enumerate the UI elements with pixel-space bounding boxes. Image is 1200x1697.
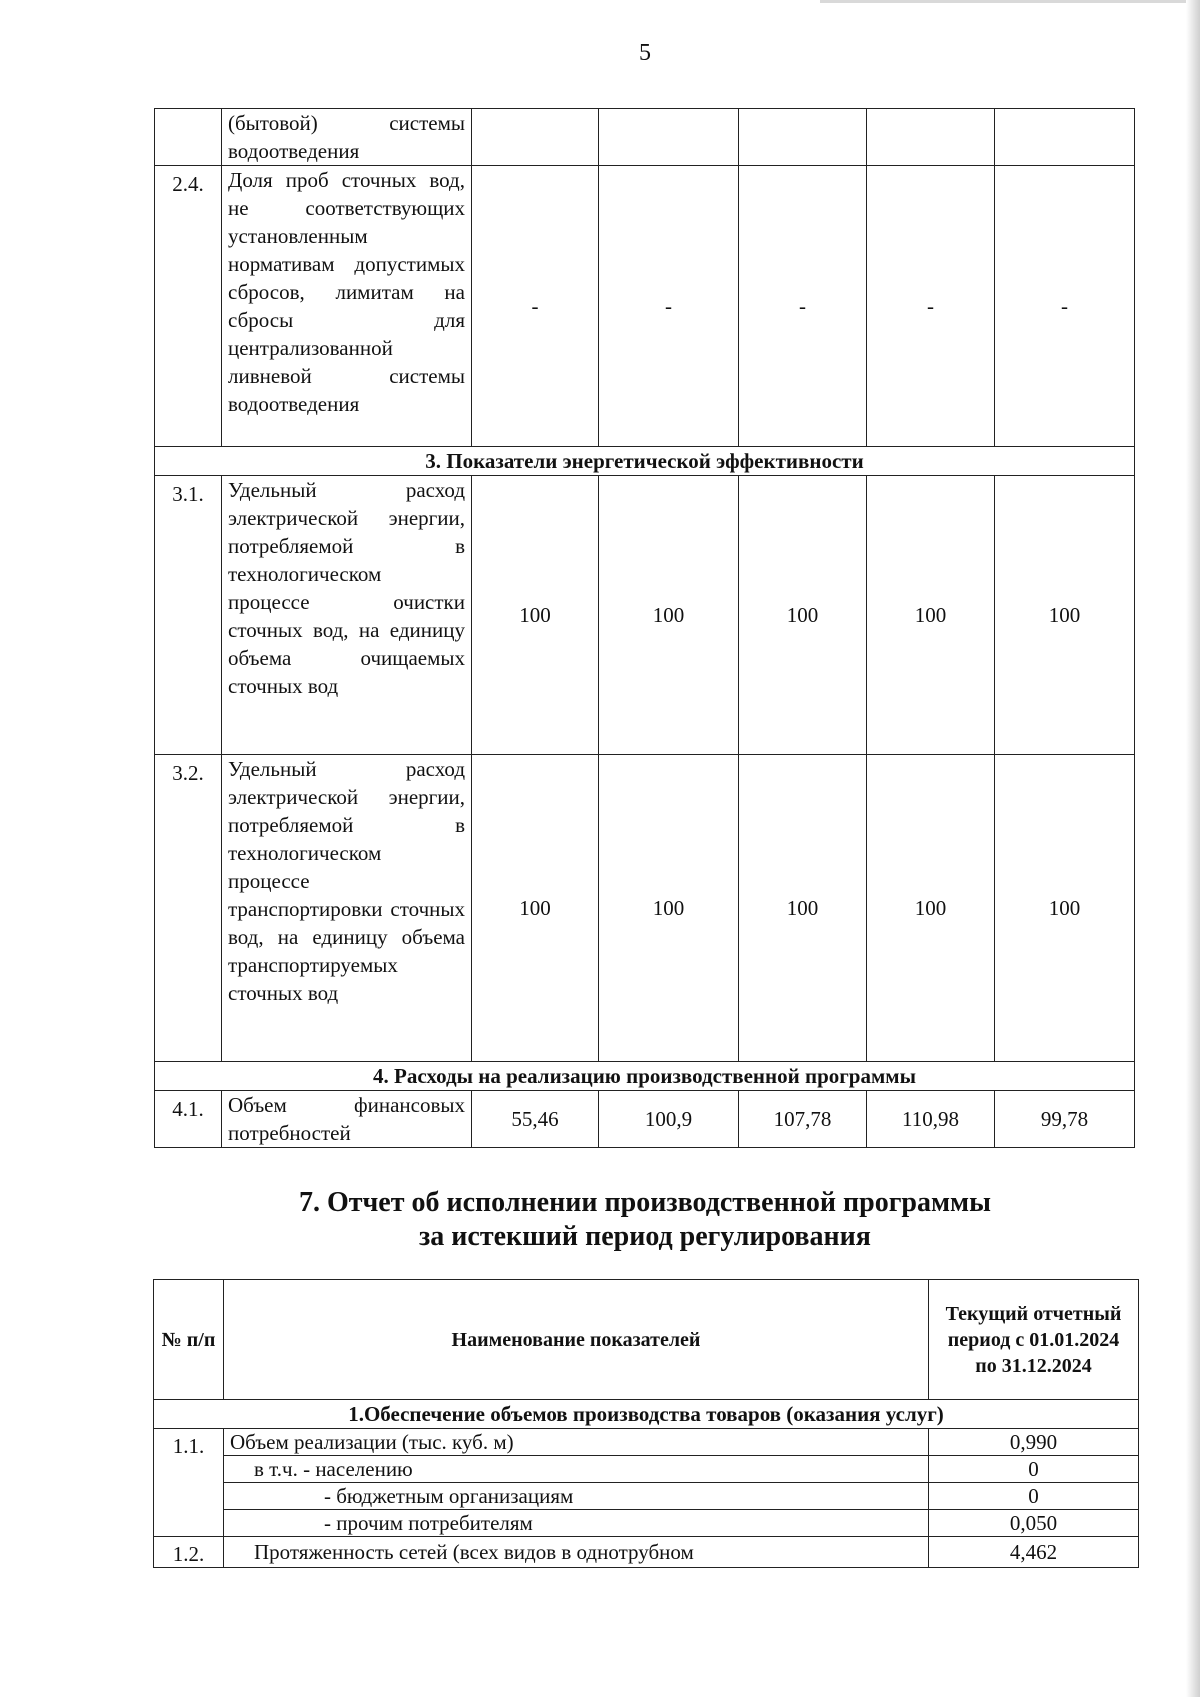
value-cell: - bbox=[867, 166, 995, 447]
table-row bbox=[154, 1537, 1139, 1568]
value-cell: 100 bbox=[599, 476, 739, 755]
section-heading: 4. Расходы на реализацию производственной программы bbox=[155, 1062, 1135, 1091]
row-num-cell: 4.1. bbox=[155, 1091, 222, 1148]
value-cell bbox=[867, 109, 995, 166]
row-name-cell: - прочим потребителям bbox=[224, 1510, 929, 1537]
row-value-cell: 0 bbox=[929, 1483, 1139, 1510]
row-num-cell bbox=[155, 109, 222, 166]
report-title bbox=[0, 1186, 1200, 1254]
report-title-line-1: 7. Отчет об исполнении производственной программы bbox=[298, 1187, 991, 1218]
value-cell: 100 bbox=[472, 755, 599, 1062]
value-cell: - bbox=[472, 166, 599, 447]
row-num-cell: 3.2. bbox=[155, 755, 222, 1062]
scan-edge-top bbox=[820, 0, 1200, 3]
row-value-cell: 4,462 bbox=[929, 1537, 1139, 1568]
value-cell: - bbox=[739, 166, 867, 447]
row-desc-cell: Удельный расход электрической энергии, потребляемой в технологическом процессе транспортировки сточных вод, на единицу объема транспортируемых сточных вод bbox=[222, 755, 472, 1062]
header-name: Наименование показателей bbox=[224, 1280, 929, 1400]
report-title-line-2: за истекший период регулирования bbox=[419, 1221, 871, 1252]
row-num-cell: 1.2. bbox=[154, 1537, 224, 1568]
value-cell: 55,46 bbox=[472, 1091, 599, 1148]
table-row bbox=[155, 166, 1135, 447]
page-number: 5 bbox=[639, 40, 651, 66]
row-num-cell: 2.4. bbox=[155, 166, 222, 447]
value-cell: 100,9 bbox=[599, 1091, 739, 1148]
header-row bbox=[154, 1280, 1139, 1400]
row-value-cell: 0 bbox=[929, 1456, 1139, 1483]
value-cell bbox=[739, 109, 867, 166]
indicators-table bbox=[154, 108, 1135, 1148]
value-cell: 100 bbox=[995, 476, 1135, 755]
value-cell: 107,78 bbox=[739, 1091, 867, 1148]
row-name-cell: в т.ч. - населению bbox=[224, 1456, 929, 1483]
section-row bbox=[155, 1062, 1135, 1091]
value-cell: 100 bbox=[739, 755, 867, 1062]
value-cell: 110,98 bbox=[867, 1091, 995, 1148]
report-table bbox=[153, 1279, 1139, 1568]
value-cell bbox=[995, 109, 1135, 166]
table-row bbox=[154, 1429, 1139, 1456]
table-row bbox=[154, 1456, 1139, 1483]
value-cell bbox=[472, 109, 599, 166]
row-value-cell: 0,050 bbox=[929, 1510, 1139, 1537]
value-cell: - bbox=[995, 166, 1135, 447]
value-cell: 100 bbox=[995, 755, 1135, 1062]
value-cell: 99,78 bbox=[995, 1091, 1135, 1148]
row-desc-cell: Доля проб сточных вод, не соответствующих установленным нормативам допустимых сбросов, лимитам на сбросы для централизованной ливневой системы водоотведения bbox=[222, 166, 472, 447]
table-row bbox=[155, 476, 1135, 755]
row-num-cell: 3.1. bbox=[155, 476, 222, 755]
section-heading: 3. Показатели энергетической эффективности bbox=[155, 447, 1135, 476]
header-num: № п/п bbox=[154, 1280, 224, 1400]
section-heading: 1.Обеспечение объемов производства товаров (оказания услуг) bbox=[154, 1400, 1139, 1429]
row-name-cell: Протяженность сетей (всех видов в однотрубном bbox=[224, 1537, 929, 1568]
table-row bbox=[154, 1510, 1139, 1537]
section-row bbox=[154, 1400, 1139, 1429]
value-cell: 100 bbox=[472, 476, 599, 755]
value-cell: 100 bbox=[867, 755, 995, 1062]
header-period: Текущий отчетный период с 01.01.2024 по 31.12.2024 bbox=[929, 1280, 1139, 1400]
section-row bbox=[155, 447, 1135, 476]
value-cell: 100 bbox=[867, 476, 995, 755]
value-cell: 100 bbox=[739, 476, 867, 755]
row-num-cell: 1.1. bbox=[154, 1429, 224, 1537]
row-name-cell: Объем реализации (тыс. куб. м) bbox=[224, 1429, 929, 1456]
table-row bbox=[155, 109, 1135, 166]
value-cell: 100 bbox=[599, 755, 739, 1062]
value-cell bbox=[599, 109, 739, 166]
row-name-cell: - бюджетным организациям bbox=[224, 1483, 929, 1510]
row-desc-cell: Удельный расход электрической энергии, потребляемой в технологическом процессе очистки сточных вод, на единицу объема очищаемых сточных вод bbox=[222, 476, 472, 755]
table-row bbox=[154, 1483, 1139, 1510]
table-row bbox=[155, 1091, 1135, 1148]
value-cell: - bbox=[599, 166, 739, 447]
row-value-cell: 0,990 bbox=[929, 1429, 1139, 1456]
row-desc-cell: Объем финансовых потребностей bbox=[222, 1091, 472, 1148]
row-desc-cell: (бытовой) системы водоотведения bbox=[222, 109, 472, 166]
table-row bbox=[155, 755, 1135, 1062]
scan-edge-shadow bbox=[1186, 0, 1200, 1697]
